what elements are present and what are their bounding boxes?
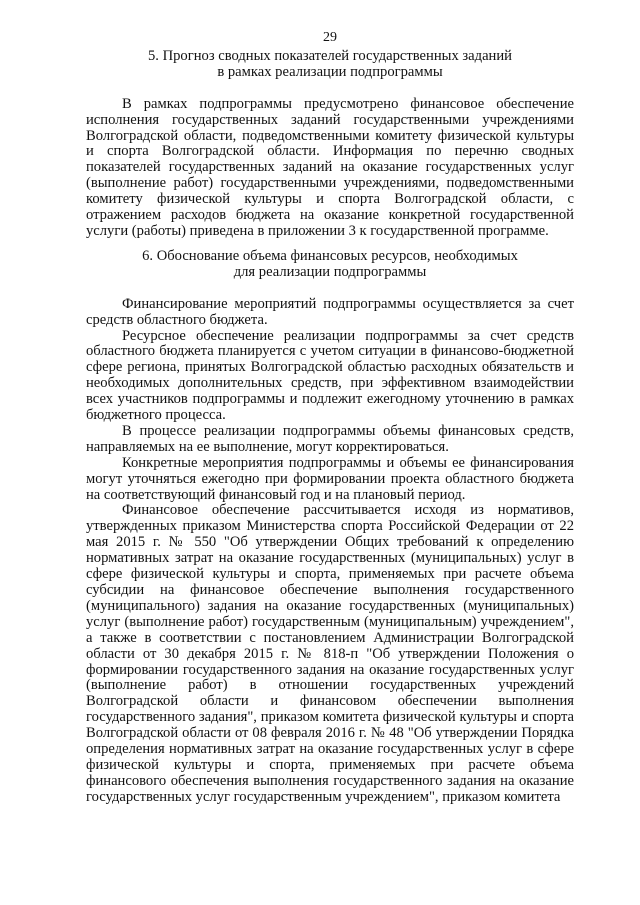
- section-6-paragraph-1: Финансирование мероприятий подпрограммы осуществляется за счет средств областного бюджета.: [86, 295, 574, 328]
- section-6-paragraph-3: В процессе реализации подпрограммы объемы финансовых средств, направляемых на ее выполнение, могут корректироваться.: [86, 422, 574, 455]
- section-5-heading: [86, 49, 574, 81]
- section-6-paragraph-4: Конкретные мероприятия подпрограммы и объемы ее финансирования могут уточняться ежегодно при формировании проекта областного бюджета на соответствующий финансовый год и на плановый период.: [86, 454, 574, 503]
- section-6-heading-line-1: 6. Обоснование объема финансовых ресурсов, необходимых: [142, 247, 518, 264]
- section-5-heading-line-2: в рамках реализации подпрограммы: [217, 63, 443, 80]
- section-6-paragraph-5: Финансовое обеспечение рассчитывается исходя из нормативов, утвержденных приказом Министерства спорта Российской Федерации от 22 мая 2015 г. № 550 "Об утверждении Общих требований к определению нормативных затрат на оказание государственных (муниципальных) услуг в сфере физической культуры и спорта, применяемых при расчете объема субсидии на финансовое обеспечение выполнения государственного (муниципального) задания на оказание государственных (муниципальных) услуг (выполнение работ) государственным (муниципальным) учреждением", а также в соответствии с постановлением Администрации Волгоградской области от 30 декабря 2015 г. № 818-п "Об утверждении Положения о формировании государственного задания на оказание государственных услуг (выполнение работ) в отношении государственных учреждений Волгоградской области и финансовом обеспечении выполнения государственного задания", приказом комитета физической культуры и спорта Волгоградской области от 08 февраля 2016 г. № 48 "Об утверждении Порядка определения нормативных затрат на оказание государственных услуг в сфере физической культуры и спорта, применяемых при расчете объема финансового обеспечения выполнения государственного задания на оказание государственных услуг государственным учреждением", приказом комитета: [86, 502, 574, 805]
- section-5-paragraph: В рамках подпрограммы предусмотрено финансовое обеспечение исполнения государственных заданий государственными учреждениями Волгоградской области, подведомственными комитету физической культуры и спорта Волгоградской области. Информация по перечню сводных показателей государственных заданий на оказание государственных услуг (выполнение работ) государственными учреждениями, подведомственными комитету физической культуры и спорта Волгоградской области, с отражением расходов бюджета на оказание конкретной государственной услуги (работы) приведена в приложении 3 к государственной программе.: [86, 95, 574, 239]
- section-6-paragraph-2: Ресурсное обеспечение реализации подпрограммы за счет средств областного бюджета планируется с учетом ситуации в финансово-бюджетной сфере региона, принятых Волгоградской областью расходных обязательств и необходимых дополнительных средств, при эффективном взаимодействии всех участников подпрограммы и подлежит ежегодному уточнению в рамках бюджетного процесса.: [86, 327, 574, 424]
- section-6-heading: [86, 249, 574, 281]
- section-5-heading-line-1: 5. Прогноз сводных показателей государственных заданий: [148, 47, 512, 64]
- section-6-heading-line-2: для реализации подпрограммы: [233, 263, 427, 280]
- page-number: 29: [323, 30, 337, 45]
- document-page: [86, 30, 574, 806]
